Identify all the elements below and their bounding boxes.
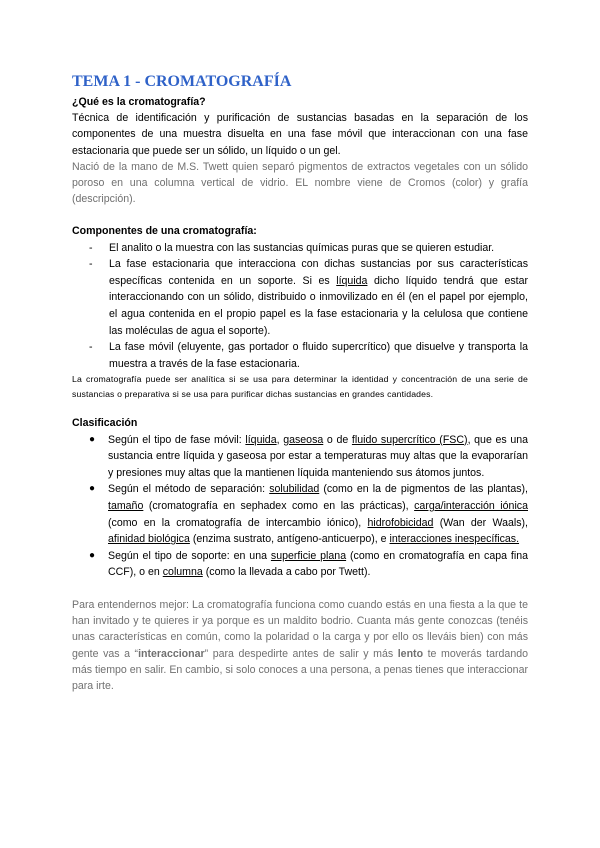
underlined-term: hidrofobicidad bbox=[367, 516, 434, 529]
bullet-marker: ● bbox=[89, 483, 96, 495]
intro-history: Nació de la mano de M.S. Twett quien separó pigmentos de extractos vegetales con un sólido poroso en una columna vertical de vidrio. EL nombre viene de Cromos (color) y grafía (descripción). bbox=[72, 160, 528, 206]
analogy-text: te moverás tardando más tiempo en salir. En cambio, si solo conoces a una persona, a penas tienes que interaccionar para irte. bbox=[72, 647, 528, 692]
item-text: o de bbox=[323, 433, 352, 446]
underlined-term: gaseosa bbox=[283, 433, 324, 446]
item-text: (como en la de pigmentos de las plantas), bbox=[319, 483, 528, 496]
list-item bbox=[72, 548, 528, 581]
item-text: Según el tipo de fase móvil: bbox=[108, 433, 246, 446]
list-item bbox=[72, 256, 528, 339]
underlined-term: superficie plana bbox=[270, 549, 347, 562]
dash-marker: - bbox=[89, 258, 93, 271]
components-heading: Componentes de una cromatografía: bbox=[72, 225, 257, 238]
components-list bbox=[72, 240, 528, 373]
list-item bbox=[72, 432, 528, 482]
underlined-term: columna bbox=[162, 566, 203, 579]
analogy-paragraph bbox=[72, 597, 528, 694]
analogy-text: Para entendernos mejor: La cromatografía funciona como cuando estás en una fiesta a la que te han invitado y te quieres ir ya porque es un maldito bodrio. Cuanta más gente conozcas (tenéis unas características en común, como la polaridad o la carga y por ello os lleváis bien) con más gente vas a “ bbox=[72, 598, 528, 660]
list-item bbox=[72, 481, 528, 547]
list-item bbox=[72, 339, 528, 372]
classification-heading: Clasificación bbox=[72, 417, 138, 430]
item-text: El analito o la muestra con las sustancias químicas puras que se quieren estudiar. bbox=[109, 241, 495, 254]
underlined-term: afinidad biológica bbox=[108, 533, 190, 546]
underlined-term: carga/interacción iónica bbox=[414, 499, 528, 512]
bullet-marker: ● bbox=[89, 433, 96, 445]
document-page bbox=[72, 72, 528, 694]
underlined-term: fluido supercrítico (FSC) bbox=[351, 433, 468, 446]
item-text: (Wan der Waals), bbox=[433, 516, 528, 529]
item-text: La fase estacionaria que interacciona con dichas sustancias por sus características específicas contenida en un soporte. Si es bbox=[109, 258, 528, 287]
analogy-text: ” para despedirte antes de salir y más bbox=[204, 647, 398, 660]
item-text: dicho líquido tendrá que estar interaccionando con un sólido, distribuido o inmovilizado en él (en el papel por ejemplo, el agua contenida en el propio papel es la fase estacionaria y la celulosa que contiene las moléculas de agua el soporte). bbox=[109, 274, 528, 337]
classification-list bbox=[72, 432, 528, 581]
item-text: Según el método de separación: bbox=[108, 483, 270, 496]
underlined-term: solubilidad bbox=[269, 483, 320, 496]
components-note: La cromatografía puede ser analítica si se usa para determinar la identidad y concentración de una serie de sustancias o preparativa si se usa para purificar dichas sustancias en grandes cantidades. bbox=[72, 374, 528, 399]
intro-question: ¿Qué es la cromatografía? bbox=[72, 96, 206, 108]
item-text: (cromatografía en sephadex como en las prácticas), bbox=[143, 499, 415, 512]
item-text: (como la llevada a cabo por Twett). bbox=[202, 566, 371, 579]
analogy-bold: lento bbox=[397, 647, 424, 660]
item-text: , que es una sustancia entre líquida y gaseosa por estar a temperaturas muy altas que la evaporarían y presiones muy altas que la mantienen líquida manteniendo sus átomos juntos. bbox=[108, 433, 529, 479]
analogy-bold: interaccionar bbox=[138, 647, 205, 660]
underlined-term: líquida bbox=[336, 274, 368, 287]
dash-marker: - bbox=[89, 241, 93, 254]
item-text: (como en la cromatografía de intercambio iónico), bbox=[108, 516, 368, 529]
page-title: TEMA 1 - CROMATOGRAFÍA bbox=[72, 73, 292, 90]
dash-marker: - bbox=[89, 341, 93, 354]
item-text: (como en cromatografía en capa fina CCF), o en bbox=[108, 549, 529, 579]
item-text: Según el tipo de soporte: en una bbox=[108, 549, 271, 562]
item-text: (enzima sustrato, antígeno-anticuerpo), e bbox=[189, 533, 390, 546]
underlined-term: tamaño bbox=[108, 499, 144, 512]
bullet-marker: ● bbox=[89, 549, 96, 561]
intro-definition: Técnica de identificación y purificación de sustancias basadas en la separación de los componentes de una muestra disuelta en una fase móvil que interaccionan con una fase estacionaria que puede ser un sólido, un líquido o un gel. bbox=[72, 112, 528, 157]
underlined-term: interacciones inespecíficas. bbox=[389, 533, 520, 546]
item-text: La fase móvil (eluyente, gas portador o fluido supercrítico) que disuelve y transporta la muestra a través de la fase estacionaria. bbox=[109, 341, 528, 370]
underlined-term: líquida bbox=[245, 433, 277, 446]
item-text: , bbox=[276, 433, 284, 446]
list-item bbox=[72, 240, 528, 257]
